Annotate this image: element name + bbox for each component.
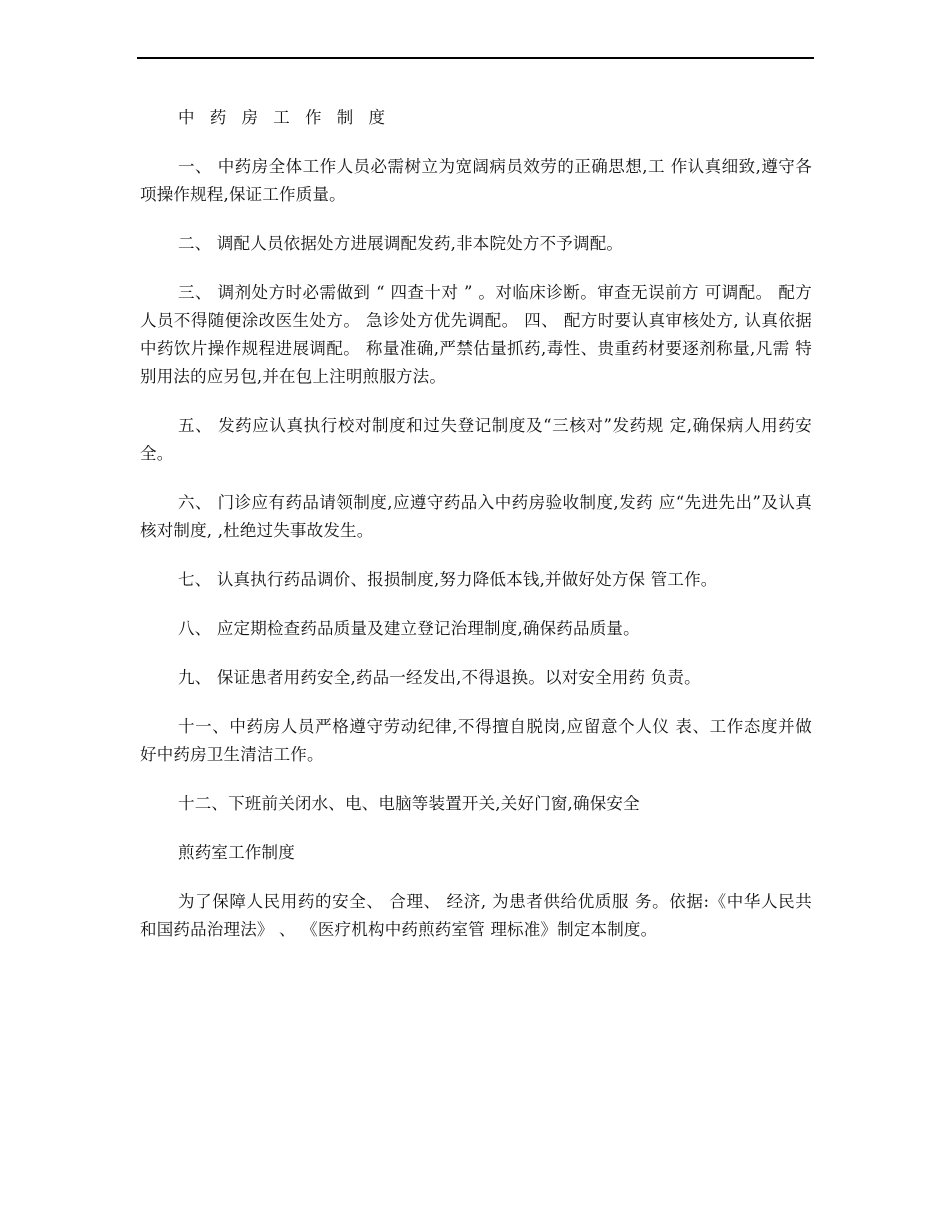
rule-2-paragraph: 二、 调配人员依据处方进展调配发药,非本院处方不予调配。 xyxy=(178,234,624,253)
rule-3-4-paragraph: 三、 调剂处方时必需做到 “ 四查十对 ” 。对临床诊断。审查无误前方 可调配。 配方人员不得随便涂改医生处方。 急诊处方优先调配。 四、 配方时要认真审核处方, 认真依据中药饮片操作规程进展调配。 称量准确,严禁估量抓药,毒性、贵重药材要逐剂称量,凡需 特别用法的应另包,并在包上注明煎服方法。 xyxy=(140,283,812,386)
rule-11-paragraph: 十一、中药房人员严格遵守劳动纪律,不得擅自脱岗,应留意个人仪 表、工作态度并做好中药房卫生清洁工作。 xyxy=(140,717,812,764)
rule-8-paragraph: 八、 应定期检查药品质量及建立登记治理制度,确保药品质量。 xyxy=(178,619,640,638)
rule-1-paragraph: 一、 中药房全体工作人员必需树立为宽阔病员效劳的正确思想,工 作认真细致,遵守各项操作规程,保证工作质量。 xyxy=(140,157,812,204)
rule-5-paragraph: 五、 发药应认真执行校对制度和过失登记制度及“三核对”发药规 定,确保病人用药安全。 xyxy=(140,416,812,463)
document-body xyxy=(140,104,812,944)
section-2-title: 煎药室工作制度 xyxy=(178,843,295,862)
rule-6-paragraph: 六、 门诊应有药品请领制度,应遵守药品入中药房验收制度,发药 应“先进先出”及认真核对制度, ,杜绝过失事故发生。 xyxy=(140,493,812,540)
rule-12-paragraph: 十二、下班前关闭水、电、电脑等装置开关,关好门窗,确保安全 xyxy=(178,794,640,813)
rule-7-paragraph: 七、 认真执行药品调价、报损制度,努力降低本钱,并做好处方保 管工作。 xyxy=(178,570,718,589)
document-title: 中 药 房 工 作 制 度 xyxy=(178,108,390,127)
header-rule xyxy=(137,57,814,59)
rule-9-paragraph: 九、 保证患者用药安全,药品一经发出,不得退换。以对安全用药 负责。 xyxy=(178,668,701,687)
section-2-intro: 为了保障人民用药的安全、 合理、 经济, 为患者供给优质服 务。依据:《中华人民共和国药品治理法》 、 《医疗机构中药煎药室管 理标准》制定本制度。 xyxy=(140,892,812,939)
